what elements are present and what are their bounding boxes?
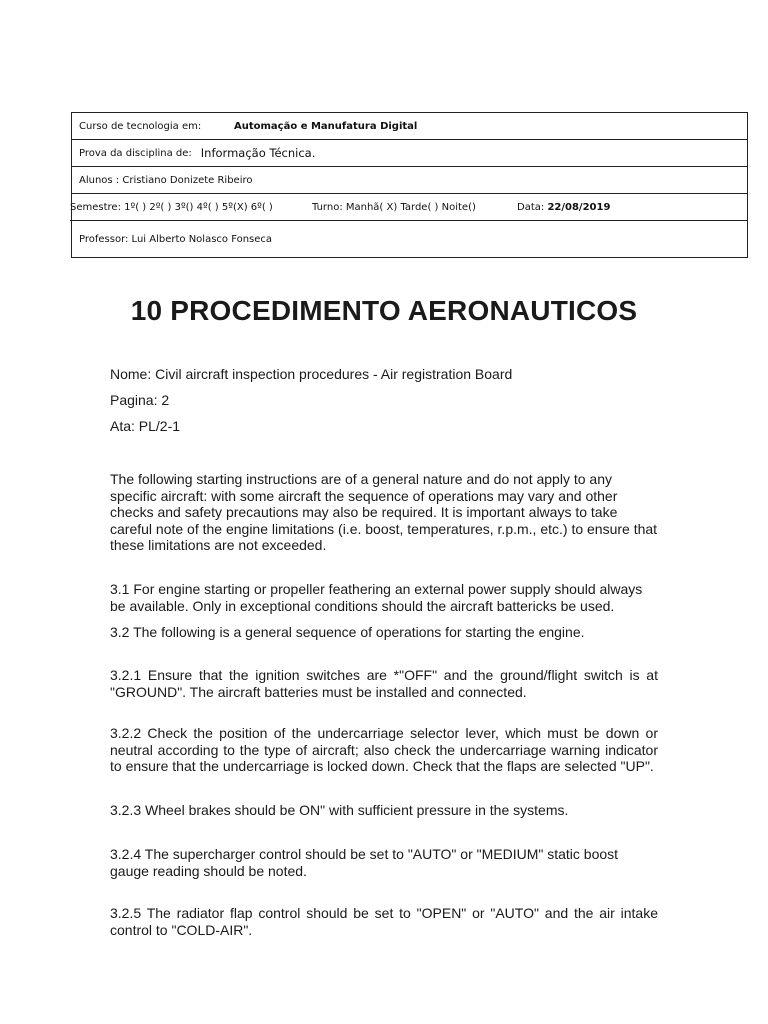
students-text: Alunos : Cristiano Donizete Ribeiro bbox=[79, 174, 253, 186]
paragraph-3-2-1: 3.2.1 Ensure that the ignition switches are *"OFF" and the ground/flight switch is at "GROUND". The aircraft batteries must be installed and connected. bbox=[110, 667, 658, 700]
course-label: Curso de tecnologia em: bbox=[79, 120, 202, 132]
page-title: 10 PROCEDIMENTO AERONAUTICOS bbox=[130, 295, 638, 326]
meta-pagina: Pagina: 2 bbox=[110, 392, 170, 408]
date-label: Data: bbox=[517, 201, 545, 213]
subject-label: Prova da disciplina de: bbox=[79, 147, 192, 159]
professor-row bbox=[72, 221, 747, 257]
meta-nome: Nome: Civil aircraft inspection procedures - Air registration Board bbox=[110, 366, 513, 382]
professor-text: Professor: Lui Alberto Nolasco Fonseca bbox=[79, 233, 273, 245]
students-row bbox=[72, 167, 747, 194]
paragraph-3-2: 3.2 The following is a general sequence of operations for starting the engine. bbox=[110, 624, 585, 640]
date-field bbox=[517, 202, 610, 213]
paragraph-3-2-4: 3.2.4 The supercharger control should be set to "AUTO" or "MEDIUM" static boost gauge reading should be noted. bbox=[110, 846, 619, 879]
meta-ata: Ata: PL/2-1 bbox=[110, 418, 181, 434]
date-value: 22/08/2019 bbox=[547, 201, 611, 213]
shift-text: Turno: Manhã( X) Tarde( ) Noite() bbox=[312, 201, 476, 213]
subject-row bbox=[72, 140, 747, 167]
paragraph-3-1: 3.1 For engine starting or propeller feathering an external power supply should always be available. Only in exceptional conditions should the aircraft battericks be used. bbox=[110, 581, 643, 614]
subject-value: Informação Técnica. bbox=[200, 146, 316, 160]
paragraph-3-2-3: 3.2.3 Wheel brakes should be ON" with sufficient pressure in the systems. bbox=[110, 802, 569, 818]
paragraph-3-2-2: 3.2.2 Check the position of the undercarriage selector lever, which must be down or neutral according to the type of aircraft; also check the undercarriage warning indicator to ensure that the undercarriage is locked down. Check that the flaps are selected "UP". bbox=[110, 725, 658, 775]
semester-text: Semestre: 1º( ) 2º( ) 3º() 4º( ) 5º(X) 6º( ) bbox=[70, 201, 273, 213]
course-row bbox=[72, 113, 747, 140]
semester-row bbox=[70, 194, 747, 221]
exam-header-table bbox=[71, 112, 748, 258]
course-value: Automação e Manufatura Digital bbox=[234, 120, 418, 132]
intro-paragraph: The following starting instructions are of a general nature and do not apply to any specific aircraft: with some aircraft the sequence of operations may vary and other checks and safety precautions may also be required. It is important always to take careful note of the engine limitations (i.e. boost, temperatures, r.p.m., etc.) to ensure that these limitations are not exceeded. bbox=[110, 471, 658, 554]
paragraph-3-2-5: 3.2.5 The radiator flap control should be set to "OPEN" or "AUTO" and the air intake control to "COLD-AIR". bbox=[110, 905, 658, 938]
